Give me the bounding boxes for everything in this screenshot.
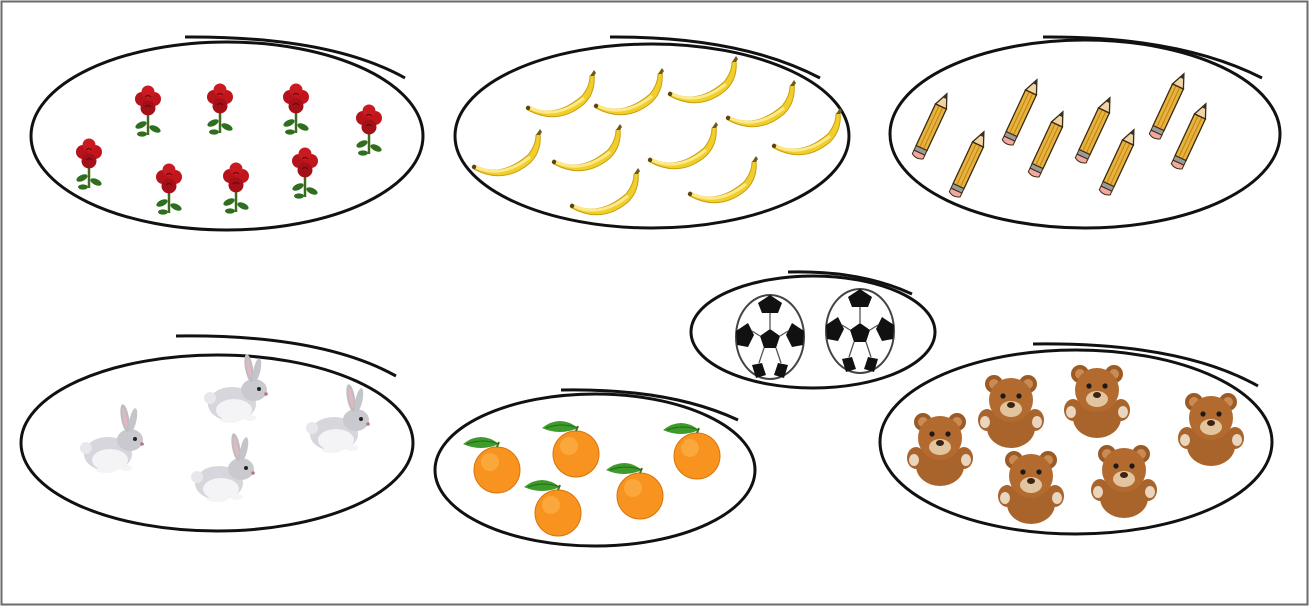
soccer-ball-icon [736, 295, 804, 379]
soccer-ball-icon [826, 289, 894, 373]
